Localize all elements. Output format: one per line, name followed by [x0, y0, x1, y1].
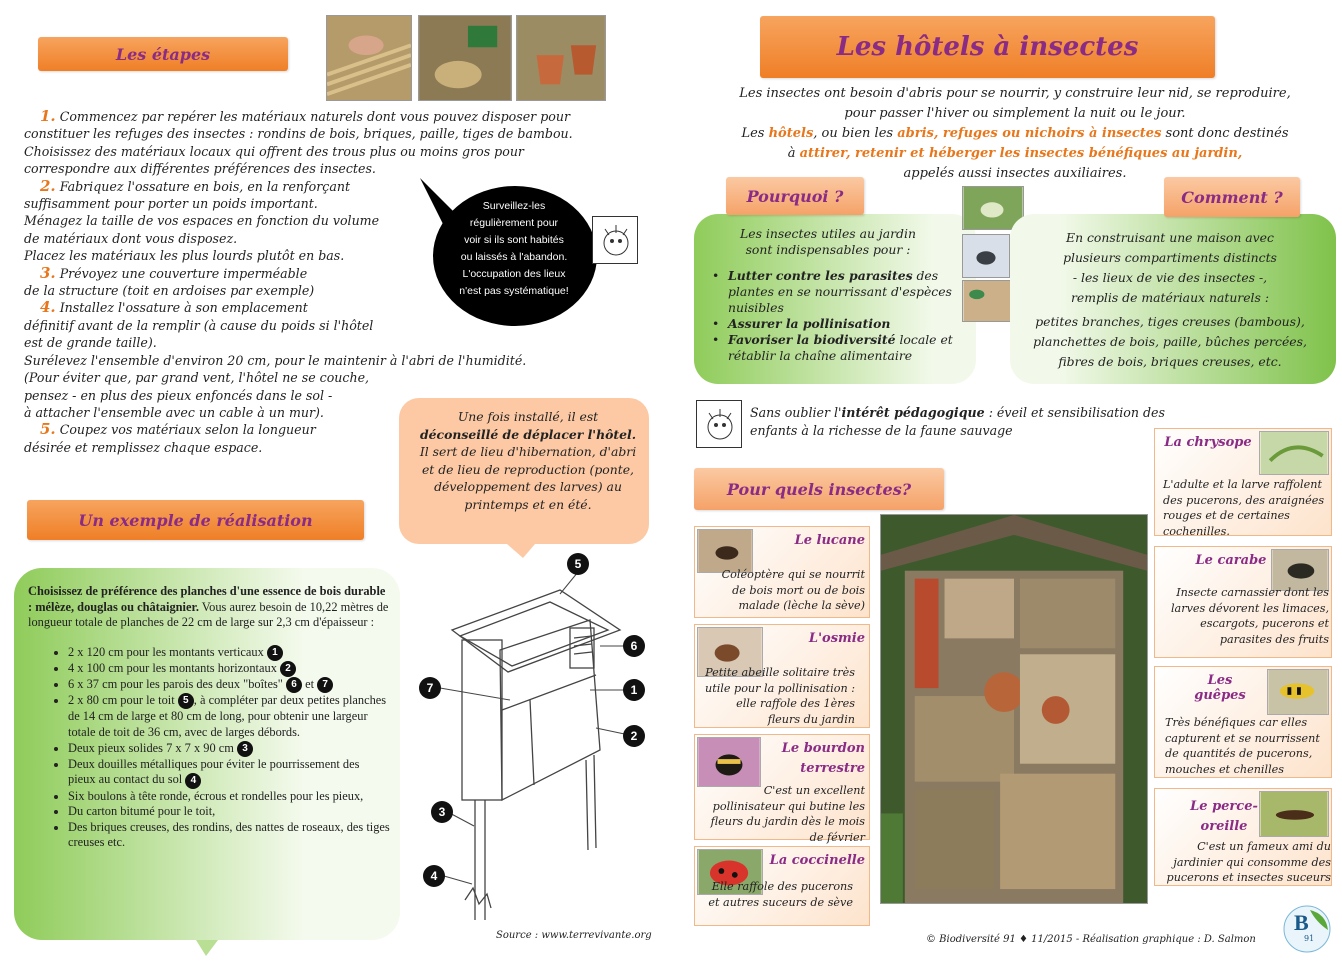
surveillez-line: voir si ils sont habités	[464, 234, 564, 246]
surveillez-line: L'occupation des lieux	[462, 268, 566, 280]
step-line: constituer les refuges des insectes : rondins de bois, briques, paille, tiges de bambou.	[24, 126, 573, 142]
step-line: définitif avant de la remplir (à cause du poids si l'hôtel	[24, 317, 374, 333]
comment-title: Comment ?	[1164, 177, 1300, 217]
photo-drilling	[418, 15, 512, 101]
insect-name: L'osmie	[808, 631, 865, 646]
insect-card	[694, 526, 870, 618]
materials-box	[14, 568, 400, 956]
installed-post: Il sert de lieu d'hibernation, d'abri et de lieu de reproduction (ponte, développement des larves) au printemps et en été.	[419, 444, 637, 512]
insect-desc: L'adulte et la larve raffolent des pucerons, des araignées rouges et de certaines cochenilles.	[1163, 478, 1325, 538]
step-line: Ménagez la taille de vos espaces en fonction du volume	[24, 213, 380, 229]
installed-bold: déconseillé de déplacer l'hôtel.	[419, 426, 637, 442]
hotel-diagram	[410, 550, 670, 930]
biodiversite-logo	[1282, 904, 1332, 954]
step-line: correspondre aux différentes préférences des insectes.	[24, 161, 376, 177]
insect-name: Les guêpes	[1194, 673, 1246, 703]
diagram-label: 7	[426, 681, 434, 695]
insect-photo	[1267, 669, 1329, 715]
photo-insect-hotel	[880, 514, 1148, 904]
materials-intro-bold: Choisissez de préférence des planches d'une essence de bois durable : mélèze, douglas ou châtaignier.	[28, 584, 386, 614]
pourquoi-item: • Lutter contre les parasites des plantes en se nourrissant d'espèces nuisibles	[712, 268, 956, 316]
insect-photo	[1259, 431, 1329, 475]
insect-desc: Insecte carnassier dont les larves dévorent les limaces, escargots, pucerons et parasites des fruits	[1170, 586, 1329, 646]
installed-pre: Une fois installé, il est	[457, 409, 599, 424]
pourquoi-item: • Assurer la pollinisation	[712, 316, 956, 332]
diagram-label: 1	[630, 683, 638, 697]
diagram-label: 5	[574, 557, 582, 571]
insect-photo	[697, 737, 761, 787]
insect-desc: Elle raffole des pucerons et autres suceurs de sève	[708, 880, 853, 909]
pourquoi-text: Les insectes utiles au jardin sont indispensables pour : • Lutter contre les parasites des plantes en se nourrissant d'espèces nuisibles • Assurer la pollinisation • Favoriser la biodiversité locale et rétablir la chaîne alimentaire	[708, 226, 956, 364]
step-line: Coupez vos matériaux selon la longueur	[59, 422, 316, 438]
callout-number: 1	[267, 645, 283, 661]
pourquoi-title: Pourquoi ?	[726, 177, 864, 215]
etapes-title: Les étapes	[38, 37, 288, 71]
insect-name: Le perce-oreille	[1190, 799, 1258, 834]
insect-desc: C'est un fameux ami du jardinier qui consomme des pucerons et insectes suceurs	[1166, 840, 1331, 884]
insect-name: Le lucane	[794, 533, 865, 548]
step-line: Placez les matériaux les plus lourds plutôt en bas.	[24, 248, 345, 264]
step-line: pensez - en plus des pieux enfoncés dans le sol -	[24, 387, 333, 403]
insect-photo	[1259, 791, 1329, 837]
material-item: • Des briques creuses, des rondins, des nattes de roseaux, des tiges creuses etc.	[68, 820, 390, 851]
logo-number: 91	[1304, 934, 1315, 943]
intro-text: Les insectes ont besoin d'abris pour se nourrir, y construire leur nid, se reproduire, pour passer l'hiver ou simplement la nuit ou le jour. Les hôtels, ou bien les abris, refuges ou nichoirs à insectes sont donc destinés à attirer, retenir et héberger les insectes bénéfiques au jardin, appelés aussi insectes auxiliaires.	[739, 86, 1291, 181]
insect-card	[1154, 428, 1332, 536]
materials-intro: Vous aurez besoin de 10,22 mètres de longueur totale de planches de 22 cm de large sur 2,3 cm d'épaisseur :	[28, 599, 389, 630]
step-line: de la structure (toit en ardoises par exemple)	[24, 283, 315, 299]
step-num: 2.	[40, 176, 56, 195]
insect-card	[1154, 788, 1332, 886]
surveillez-line: régulièrement pour	[469, 217, 559, 229]
callout-number: 3	[237, 741, 253, 757]
materials-list	[68, 645, 390, 851]
material-item: • 6 x 37 cm pour les parois des deux "boîtes" 6 et 7	[68, 677, 390, 693]
mascot-icon	[696, 400, 742, 448]
insect-name: Le carabe	[1195, 553, 1267, 568]
insect-desc: Petite abeille solitaire très utile pour la pollinisation : elle raffole des 1ères fleurs du jardin	[705, 666, 856, 726]
step-line: de matériaux dont vous disposez.	[24, 230, 238, 246]
pourquoi-item: • Favoriser la biodiversité locale et rétablir la chaîne alimentaire	[712, 332, 956, 364]
callout-number: 5	[178, 693, 194, 709]
step-line: Surélevez l'ensemble d'environ 20 cm, pour le maintenir à l'abri de l'humidité.	[24, 352, 527, 368]
callout-number: 7	[317, 677, 333, 693]
step-num: 4.	[40, 298, 56, 317]
step-line: Installez l'ossature à son emplacement	[59, 300, 308, 316]
page-title: Les hôtels à insectes	[760, 16, 1215, 78]
step-line: suffisamment pour porter un poids important.	[24, 196, 318, 212]
step-line: Fabriquez l'ossature en bois, en la renforçant	[59, 178, 351, 194]
credit-line: © Biodiversité 91 ♦ 11/2015 - Réalisation graphique : D. Salmon	[926, 934, 1256, 945]
insect-name: La coccinelle	[769, 853, 865, 868]
insect-card	[694, 846, 870, 926]
step-line: est de grande taille).	[24, 335, 157, 351]
step-line: (Pour éviter que, par grand vent, l'hôtel ne se couche,	[24, 370, 370, 386]
diagram-label: 2	[630, 729, 638, 743]
material-item: • 4 x 100 cm pour les montants horizontaux 2	[68, 661, 390, 677]
material-item: • Du carton bitumé pour le toit,	[68, 804, 390, 820]
material-item: • Six boulons à tête ronde, écrous et rondelles pour les pieux,	[68, 789, 390, 805]
material-item: • 2 x 120 cm pour les montants verticaux 1	[68, 645, 390, 661]
step-num: 1.	[40, 107, 56, 125]
surveillez-line: n'est pas systématique!	[459, 285, 569, 297]
surveillez-line: Surveillez-les	[482, 200, 546, 212]
exemple-title: Un exemple de réalisation	[27, 500, 364, 540]
material-item: • 2 x 80 cm pour le toit 5 , à compléter par deux petites planches de 14 cm de large et 80 cm de long, pour obtenir une largeur totale de toit de 36 cm, avec de larges débords.	[68, 693, 390, 740]
material-item: • Deux pieux solides 7 x 7 x 90 cm 3	[68, 741, 390, 757]
comment-text: En construisant une maison avec plusieurs compartiments distincts - les lieux de vie des insectes -, remplis de matériaux naturels : petites branches, tiges creuses (bambous), planchettes de bois, paille, bûches percées, fibres de bois, briques creuses, etc.	[1033, 230, 1307, 369]
insect-card	[1154, 666, 1332, 778]
insect-card	[694, 624, 870, 728]
mascot-icon	[592, 216, 638, 264]
photo-fly	[962, 234, 1010, 278]
insect-name: Le bourdon terrestre	[781, 741, 865, 776]
quels-insectes-title: Pour quels insectes?	[694, 468, 944, 510]
insect-card	[1154, 546, 1332, 658]
step-num: 3.	[40, 263, 56, 282]
callout-number: 2	[280, 661, 296, 677]
surveillez-bubble	[420, 178, 600, 328]
diagram-label: 4	[430, 869, 438, 883]
diagram-label: 3	[438, 805, 446, 819]
insect-desc: C'est un excellent pollinisateur qui butine les fleurs du jardin dès le mois de février	[710, 784, 865, 844]
installed-bubble	[399, 398, 649, 546]
logo-letter: B	[1294, 910, 1309, 935]
step-line: Commencez par repérer les matériaux naturels dont vous pouvez disposer pour	[59, 109, 570, 124]
step-line: désirée et remplissez chaque espace.	[24, 439, 263, 455]
insect-card	[694, 734, 870, 844]
insect-desc: Coléoptère qui se nourrit de bois mort ou de bois malade (lèche la sève)	[721, 568, 865, 612]
step-line: Choisissez des matériaux locaux qui offrent des trous plus ou moins gros pour	[24, 143, 524, 159]
photo-pots	[516, 15, 606, 101]
step-line: à attacher l'ensemble avec un cable à un mur).	[24, 404, 324, 420]
insect-name: La chrysope	[1164, 435, 1252, 450]
callout-number: 4	[185, 773, 201, 789]
diagram-label: 6	[630, 639, 638, 653]
photo-bamboo-cutting	[326, 15, 412, 101]
pedagogique-text: Sans oublier l'intérêt pédagogique : éveil et sensibilisation des enfants à la richesse de la faune sauvage	[750, 405, 1165, 438]
insect-desc: Très bénéfiques car elles capturent et se nourrissent de quantités de pucerons, mouches et chenilles	[1165, 716, 1320, 776]
material-item: • Deux douilles métalliques pour éviter le pourrissement des pieux au contact du sol 4	[68, 757, 390, 789]
callout-number: 6	[286, 677, 302, 693]
step-line: Prévoyez une couverture imperméable	[59, 265, 308, 281]
step-num: 5.	[40, 420, 56, 439]
source-credit: Source : www.terrevivante.org	[496, 930, 652, 941]
surveillez-line: ou laissés à l'abandon.	[460, 251, 568, 263]
